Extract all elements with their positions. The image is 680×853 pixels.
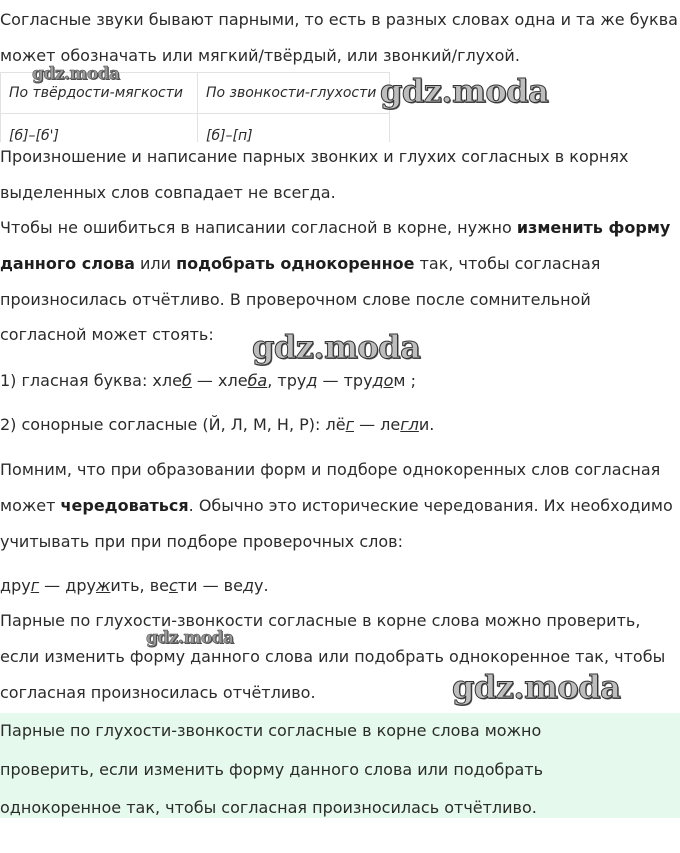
- para1-line-1: Произношение и написание парных звонких и глухих согласных в корнях: [0, 147, 629, 166]
- para2-line-2: данного слова или подобрать однокоренное так, чтобы согласная: [0, 254, 601, 273]
- example-sonorant: 2) сонорные согласные (Й, Л, М, Н, Р): лёг — легли.: [0, 415, 435, 434]
- emphasis: подобрать однокоренное: [176, 254, 415, 273]
- emphasis: чередоваться: [60, 496, 189, 515]
- watermark-logo: gdz.moda: [252, 328, 421, 366]
- para1-line-2: выделенных слов совпадает не всегда.: [0, 183, 336, 202]
- para3-line-3: учитывать при при подборе проверочных слов:: [0, 532, 403, 551]
- watermark-logo: gdz.moda: [32, 64, 120, 84]
- intro-line-2: может обозначать или мягкий/твёрдый, или звонкий/глухой.: [0, 46, 520, 65]
- table-cell: [б]–[п]: [198, 114, 390, 143]
- para3-line-1: Помним, что при образовании форм и подборе однокоренных слов согласная: [0, 460, 661, 479]
- watermark-logo: gdz.moda: [146, 628, 234, 648]
- answer-line-3: однокоренное так, чтобы согласная произносилась отчётливо.: [0, 798, 537, 817]
- emphasis: изменить форму: [516, 218, 671, 237]
- answer-line-1: Парные по глухости-звонкости согласные в корне слова можно: [0, 721, 542, 740]
- para3-line-2: может чередоваться. Обычно это исторические чередования. Их необходимо: [0, 496, 673, 515]
- example-vowel: 1) гласная буква: хлеб — хлеба, труд — трудом ;: [0, 371, 416, 390]
- table-header-voicing: По звонкости-глухости: [198, 73, 390, 114]
- para2-line-1: Чтобы не ошибиться в написании согласной в корне, нужно изменить форму: [0, 218, 671, 237]
- para4-line-2: если изменить форму данного слова или подобрать однокоренное так, чтобы: [0, 647, 666, 666]
- intro-line-1: Согласные звуки бывают парными, то есть в разных словах одна и та же буква: [0, 10, 678, 29]
- watermark-logo: gdz.moda: [380, 72, 549, 110]
- para2-line-4: согласной может стоять:: [0, 325, 214, 344]
- para2-line-3: произносилась отчётливо. В проверочном слове после сомнительной: [0, 290, 591, 309]
- table-cell: [б]–[б']: [1, 114, 198, 143]
- example-alternation: друг — дружить, вести — веду.: [0, 576, 269, 595]
- answer-line-2: проверить, если изменить форму данного слова или подобрать: [0, 760, 544, 779]
- watermark-logo: gdz.moda: [452, 668, 621, 706]
- para4-line-1: Парные по глухости-звонкости согласные в корне слова можно проверить,: [0, 611, 641, 630]
- para4-line-3: согласная произносилась отчётливо.: [0, 683, 316, 702]
- table-header-hardness: По твёрдости-мягкости: [1, 73, 198, 114]
- emphasis: данного слова: [0, 254, 135, 273]
